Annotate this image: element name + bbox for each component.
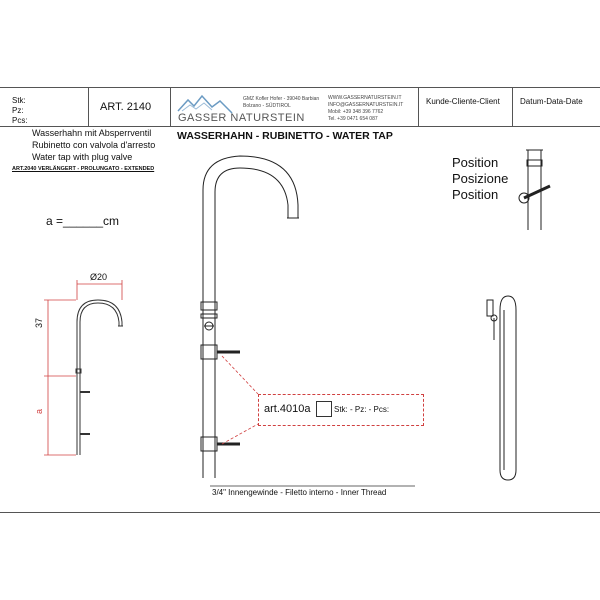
company-email: INFO@GASSERNATURSTEIN.IT <box>328 102 404 108</box>
date-label: Datum-Data-Date <box>520 97 583 106</box>
position-label-en: Position <box>452 187 499 202</box>
diameter-label: Ø20 <box>90 272 108 282</box>
a-dimension-formula: a =______cm <box>46 214 120 228</box>
position-label-de: Position <box>452 155 499 170</box>
company-address-2: Bolzano - SÜDTIROL <box>243 103 291 109</box>
company-web: WWW.GASSERNATURSTEIN.IT <box>328 95 402 101</box>
company-mobile: Mobil: +39 348 396 7762 <box>328 109 384 115</box>
a-dimension-label: a <box>34 408 44 414</box>
part-number: art.4010a <box>264 403 311 415</box>
pcs-label: Pcs: <box>12 116 28 125</box>
drawing-title: WASSERHAHN - RUBINETTO - WATER TAP <box>177 130 393 142</box>
company-address-1: GMZ Kofler Hofer - 39040 Barbian <box>243 96 320 102</box>
thread-note: 3/4" Innengewinde - Filetto interno - Inner Thread <box>212 488 387 497</box>
small-tap-side-view <box>76 300 123 455</box>
pz-label: Pz: <box>12 106 24 115</box>
logo-text: GASSER NATURSTEIN <box>178 112 305 124</box>
client-label: Kunde-Cliente-Client <box>426 97 500 106</box>
article-number: ART. 2140 <box>100 101 152 113</box>
stk-label: Stk: <box>12 96 26 105</box>
main-tap-drawing <box>201 156 299 478</box>
part-qty-label: Stk: - Pz: - Pcs: <box>334 405 390 414</box>
desc-line-de: Wasserhahn mit Absperrventil <box>32 128 152 138</box>
height-37-label: 37 <box>34 317 44 328</box>
desc-line-it: Rubinetto con valvola d'arresto <box>32 140 156 150</box>
position-side-view <box>487 296 516 480</box>
extended-note: ART.2040 VERLÄNGERT - PROLUNGATO - EXTENDED <box>12 166 155 172</box>
desc-line-en: Water tap with plug valve <box>32 152 133 162</box>
position-detail-view <box>519 150 550 230</box>
main-tap-callout-lines <box>222 356 258 444</box>
position-label-it: Posizione <box>452 171 509 186</box>
company-phone: Tel. +39 0471 654 087 <box>328 116 378 122</box>
